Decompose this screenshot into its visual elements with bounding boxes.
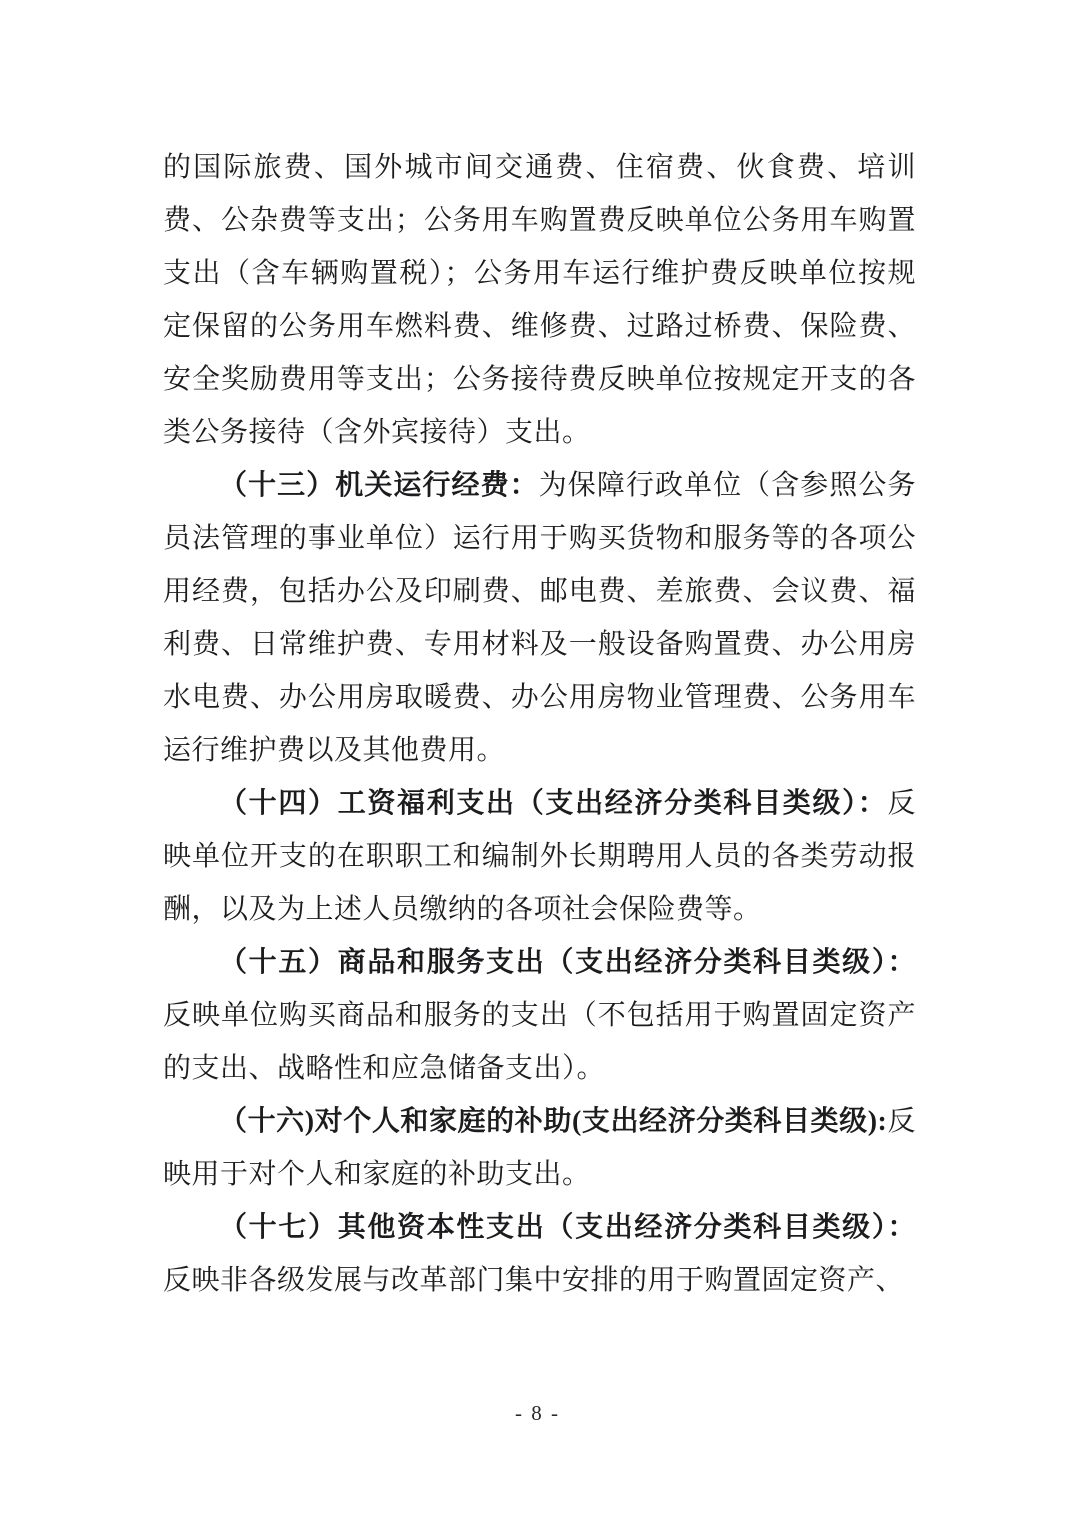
paragraph: [163, 141, 916, 459]
page-number: - 8 -: [515, 1401, 560, 1425]
document-body: [163, 141, 916, 1307]
paragraph: [163, 459, 916, 777]
section-heading-run: （十三）机关运行经费：: [219, 470, 539, 501]
paragraph: [163, 777, 916, 936]
section-heading-run: （十四）工资福利支出（支出经济分类科目类级）：: [219, 788, 888, 819]
body-text-run: 为保障行政单位（含参照公务员法管理的事业单位）运行用于购买货物和服务等的各项公用经费，包括办公及印刷费、邮电费、差旅费、会议费、福利费、日常维护费、专用材料及一般设备购置费、办公用房水电费、办公用房取暖费、办公用房物业管理费、公务用车运行维护费以及其他费用。: [163, 470, 916, 766]
paragraph: [163, 936, 916, 1095]
body-text-run: 反映非各级发展与改革部门集中安排的用于购置固定资产、: [163, 1265, 905, 1296]
page-footer: [0, 1400, 1075, 1426]
paragraph: [163, 1201, 916, 1307]
section-heading-run: （十七）其他资本性支出（支出经济分类科目类级）：: [219, 1212, 916, 1243]
body-text-run: 反映单位购买商品和服务的支出（不包括用于购置固定资产的支出、战略性和应急储备支出）。: [163, 1000, 916, 1084]
body-text-run: 反映用于对个人和家庭的补助支出。: [163, 1106, 916, 1190]
paragraph: [163, 1095, 916, 1201]
section-heading-run: （十五）商品和服务支出（支出经济分类科目类级）：: [219, 947, 916, 978]
body-text-run: 反映单位开支的在职职工和编制外长期聘用人员的各类劳动报酬，以及为上述人员缴纳的各项社会保险费等。: [163, 788, 916, 925]
section-heading-run: （十六)对个人和家庭的补助(支出经济分类科目类级):: [219, 1106, 888, 1137]
body-text-run: 的国际旅费、国外城市间交通费、住宿费、伙食费、培训费、公杂费等支出；公务用车购置费反映单位公务用车购置支出（含车辆购置税）；公务用车运行维护费反映单位按规定保留的公务用车燃料费、维修费、过路过桥费、保险费、安全奖励费用等支出；公务接待费反映单位按规定开支的各类公务接待（含外宾接待）支出。: [163, 152, 916, 448]
